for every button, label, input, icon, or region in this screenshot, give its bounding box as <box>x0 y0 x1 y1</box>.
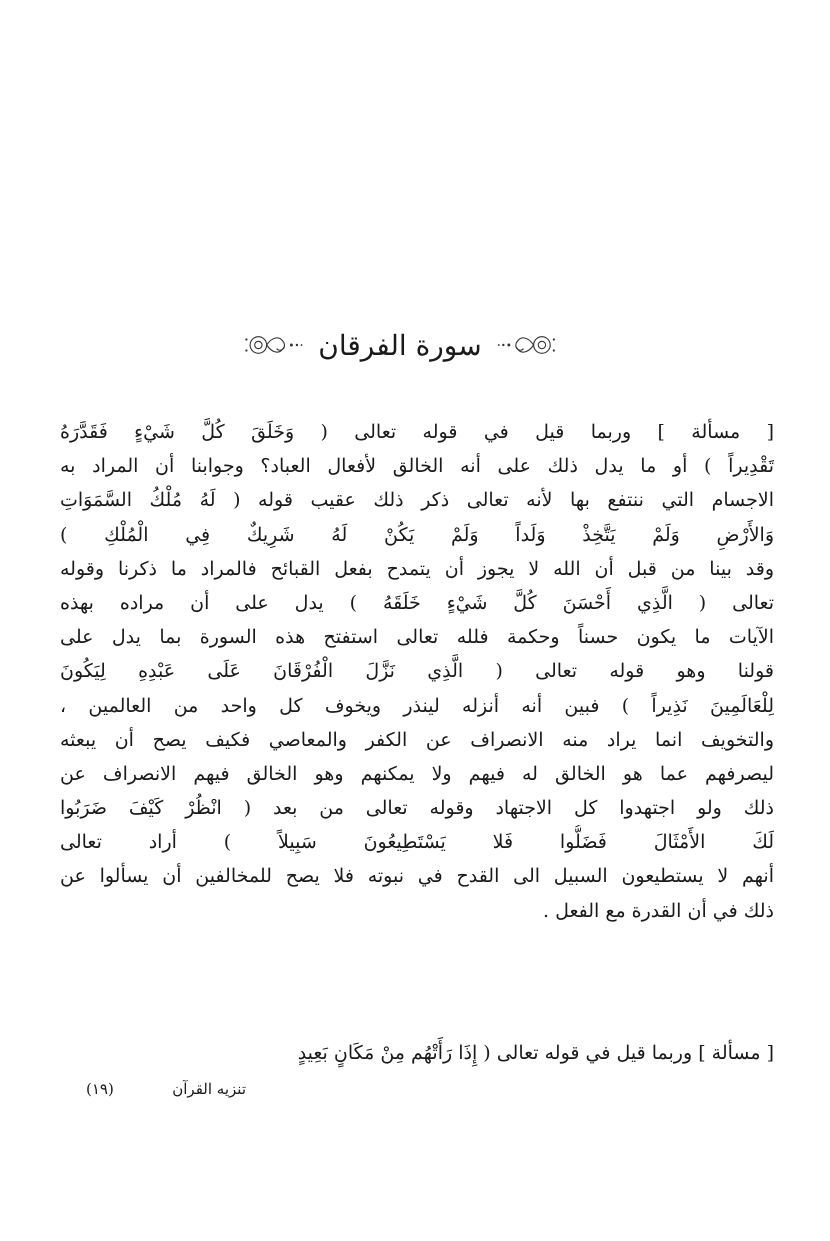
ornament-left-icon <box>240 325 304 365</box>
text-line: ذلك ولو اجتهدوا كل الاجتهاد وقوله تعالى من بعد ( انْظُرْ كَيْفَ ضَرَبُوا <box>60 797 774 820</box>
text-line: الاجسام التي ننتفع بها لأنه تعالى ذكر ذلك عقيب قوله ( لَهُ مُلْكُ السَّمَوَاتِ <box>60 489 774 512</box>
text-line: [ مسألة ] وربما قيل في قوله تعالى ( وَخَلَقَ كُلَّ شَيْءٍ فَقَدَّرَهُ <box>60 421 774 443</box>
text-line: ذلك في أن القدرة مع الفعل . <box>543 899 774 922</box>
page-footer <box>86 1080 246 1098</box>
text-line: تَقْدِيراً ) أو ما يدل ذلك على أنه الخالق لأفعال العباد؟ وجوابنا أن المراد به <box>60 455 774 478</box>
paragraph-1 <box>60 415 774 928</box>
paragraph-2: [ مسألة ] وربما قيل في قوله تعالى ( إِذَا رَأَتْهُم مِنْ مَكَانٍ بَعِيدٍ <box>297 1042 774 1064</box>
text-line: وَالأَرْضِ وَلَمْ يَتَّخِذْ وَلَداً وَلَمْ يَكُنْ لَهُ شَرِيكٌ فِي الْمُلْكِ ) <box>60 523 774 546</box>
ornament-right-icon <box>496 325 560 365</box>
text-line: تعالى ( الَّذِي أَحْسَنَ كُلَّ شَيْءٍ خَلَقَهُ ) يدل على أن مراده بهذه <box>60 591 774 614</box>
text-line: لَكَ الأَمْثَالَ فَضَلُّوا فَلا يَسْتَطِيعُونَ سَبِيلاً ) أراد تعالى <box>60 831 774 854</box>
text-line: أنهم لا يستطيعون السبيل الى القدح في نبوته فلا يصح للمخالفين أن يسألوا عن <box>60 865 774 888</box>
page-number: (١٩) <box>86 1080 114 1098</box>
text-line: والتخويف انما يراد منه الانصراف عن الكفر والمعاصي فكيف يصح أن يبعثه <box>60 728 774 751</box>
surah-heading <box>240 318 560 372</box>
text-line: ليصرفهم عما هو الخالق له فيهم ولا يمكنهم وهو الخالق فيهم الانصراف عن <box>60 762 774 785</box>
text-line: الآيات ما يكون حسناً وحكمة فلله تعالى استفتح هذه السورة بما يدل على <box>60 626 774 649</box>
text-line: وقد بينا من قبل أن الله لا يجوز أن يتمدح بفعل القبائح فالمراد ما ذكرنا وقوله <box>60 557 774 580</box>
text-line: قولنا وهو قوله تعالى ( الَّذِي نَزَّلَ الْفُرْقَانَ عَلَى عَبْدِهِ لِيَكُونَ <box>60 660 774 683</box>
footer-book-title: تنزيه القرآن <box>172 1080 246 1098</box>
text-line: لِلْعَالَمِينَ نَذِيراً ) فبين أنه أنزله لينذر ويخوف كل واحد من العالمين ، <box>60 694 774 717</box>
surah-title: سورة الفرقان <box>318 328 482 362</box>
